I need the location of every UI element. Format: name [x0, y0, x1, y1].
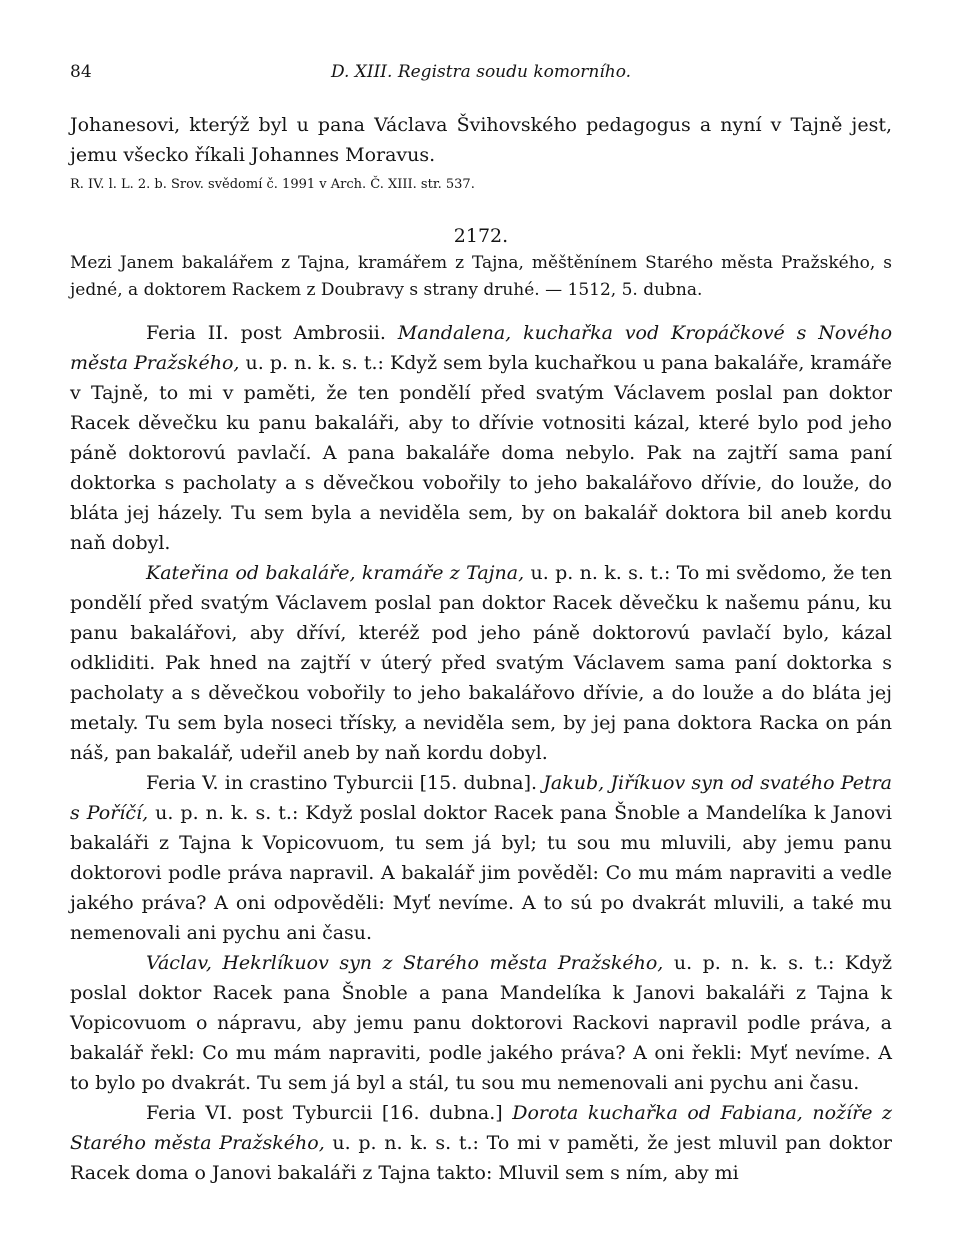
witness-name: Jakub, Jiříkuov syn od svatého Petra s Poříčí,	[70, 772, 892, 824]
witness-name: Mandalena, kuchařka vod Kropáčkové s Nového města Pražského,	[70, 322, 893, 374]
testimony-text: u. p. n. k. s. t.: Když poslal doktor Racek pana Šnoble a Mandelíka k Janovi bakaláři z Tajna k Vopicovuom, tu sem já byl; tu sou mu mluvili, aby jemu panu doktorovi podle práva napravil. A bakalář jim pověděl: Co mu mám napraviti a vedle jakého práva? A oni odpověděli: Myť nevíme. A to sú po dvakrát mluvili, a také mu nemenovali ani pychu ani času.	[70, 802, 892, 944]
testimony-paragraph	[70, 1098, 892, 1188]
testimony-text: u. p. n. k. s. t.: To mi svědomo, že ten pondělí před svatým Václavem poslal pan doktor Racek děvečku k našemu pánu, ku panu bakalářovi, aby dříví, kteréž pod jeho páně doktorovú pavlačí bylo, kázal odkliditi. Pak hned na zajtří v úterý před svatým Václavem sama paní doktorka s pacholaty a s děvečkou vobořily to jeho bakalářovo dřívie, a do louže a do bláta jej metaly. Tu sem byla noseci třísky, a neviděla sem, by jej pana doktora Racka on pán náš, pan bakalář, udeřil aneb by naň kordu dobyl.	[70, 562, 892, 764]
testimony-text: u. p. n. k. s. t.: To mi v paměti, že jest mluvil pan doktor Racek doma o Janovi bakaláři z Tajna takto: Mluvil sem s ním, aby mi	[70, 1132, 892, 1184]
entry-number: 2172.	[453, 225, 509, 247]
source-note: R. IV. l. L. 2. b. Srov. svědomí č. 1991 v Arch. Č. XIII. str. 537.	[70, 177, 475, 192]
paragraph-lead: Feria V. in crastino Tyburcii [15. dubna].	[146, 772, 544, 794]
witness-name: Kateřina od bakaláře, kramáře z Tajna,	[146, 562, 525, 584]
paragraph-lead: Feria II. post Ambrosii.	[146, 322, 398, 344]
witness-name: Dorota kuchařka od Fabiana, nožíře z Starého města Pražského,	[70, 1102, 893, 1154]
witness-name: Václav, Hekrlíkuov syn z Starého města Pražského,	[146, 952, 664, 974]
intro-paragraph: Johanesovi, kterýž byl u pana Václava Švihovského pedagogus a nyní v Tajně jest, jemu všecko říkali Johannes Moravus.	[70, 114, 892, 166]
page-number: 84	[70, 62, 92, 82]
entry-summary: Mezi Janem bakalářem z Tajna, kramářem z Tajna, měštěnínem Starého města Pražského, s jedné, a doktorem Rackem z Doubravy s strany druhé. — 1512, 5. dubna.	[70, 253, 892, 300]
paragraph-lead: Feria VI. post Tyburcii [16. dubna.]	[146, 1102, 513, 1124]
testimony-paragraph	[70, 948, 892, 1098]
page-header	[70, 62, 892, 92]
testimony-paragraph	[70, 558, 892, 768]
document-page	[70, 62, 892, 1188]
testimony-text: u. p. n. k. s. t.: Když poslal doktor Racek pana Šnoble a pana Mandelíka k Janovi bakaláři z Tajna k Vopicovuom o nápravu, aby jemu panu doktorovi Rackovi napravil podle práva, a bakalář řekl: Co mu mám napraviti, podle jakého práva? A oni řekli: Myť nevíme. A to bylo po dvakrát. Tu sem já byl a stál, tu sou mu nemenovali ani pychu ani času.	[70, 952, 892, 1094]
testimony-text: u. p. n. k. s. t.: Když sem byla kuchařkou u pana bakaláře, kramáře v Tajně, to mi v paměti, že ten pondělí před svatým Václavem poslal pan doktor Racek děvečku ku panu bakaláři, aby to dřívie votnositi kázal, které bylo pod jeho páně doktorovú pavlačí. A pana bakaláře doma nebylo. Pak na zajtří sama paní doktorka s pacholaty a s děvečkou vobořily to jeho bakalářovo dřívie, do louže, do bláta jej házely. Tu sem byla a neviděla sem, by on bakalář doktora bil aneb kordu naň dobyl.	[70, 352, 892, 554]
testimony-paragraph	[70, 768, 892, 948]
running-title: D. XIII. Registra soudu komorního.	[330, 62, 632, 82]
testimony-paragraph	[70, 318, 892, 558]
